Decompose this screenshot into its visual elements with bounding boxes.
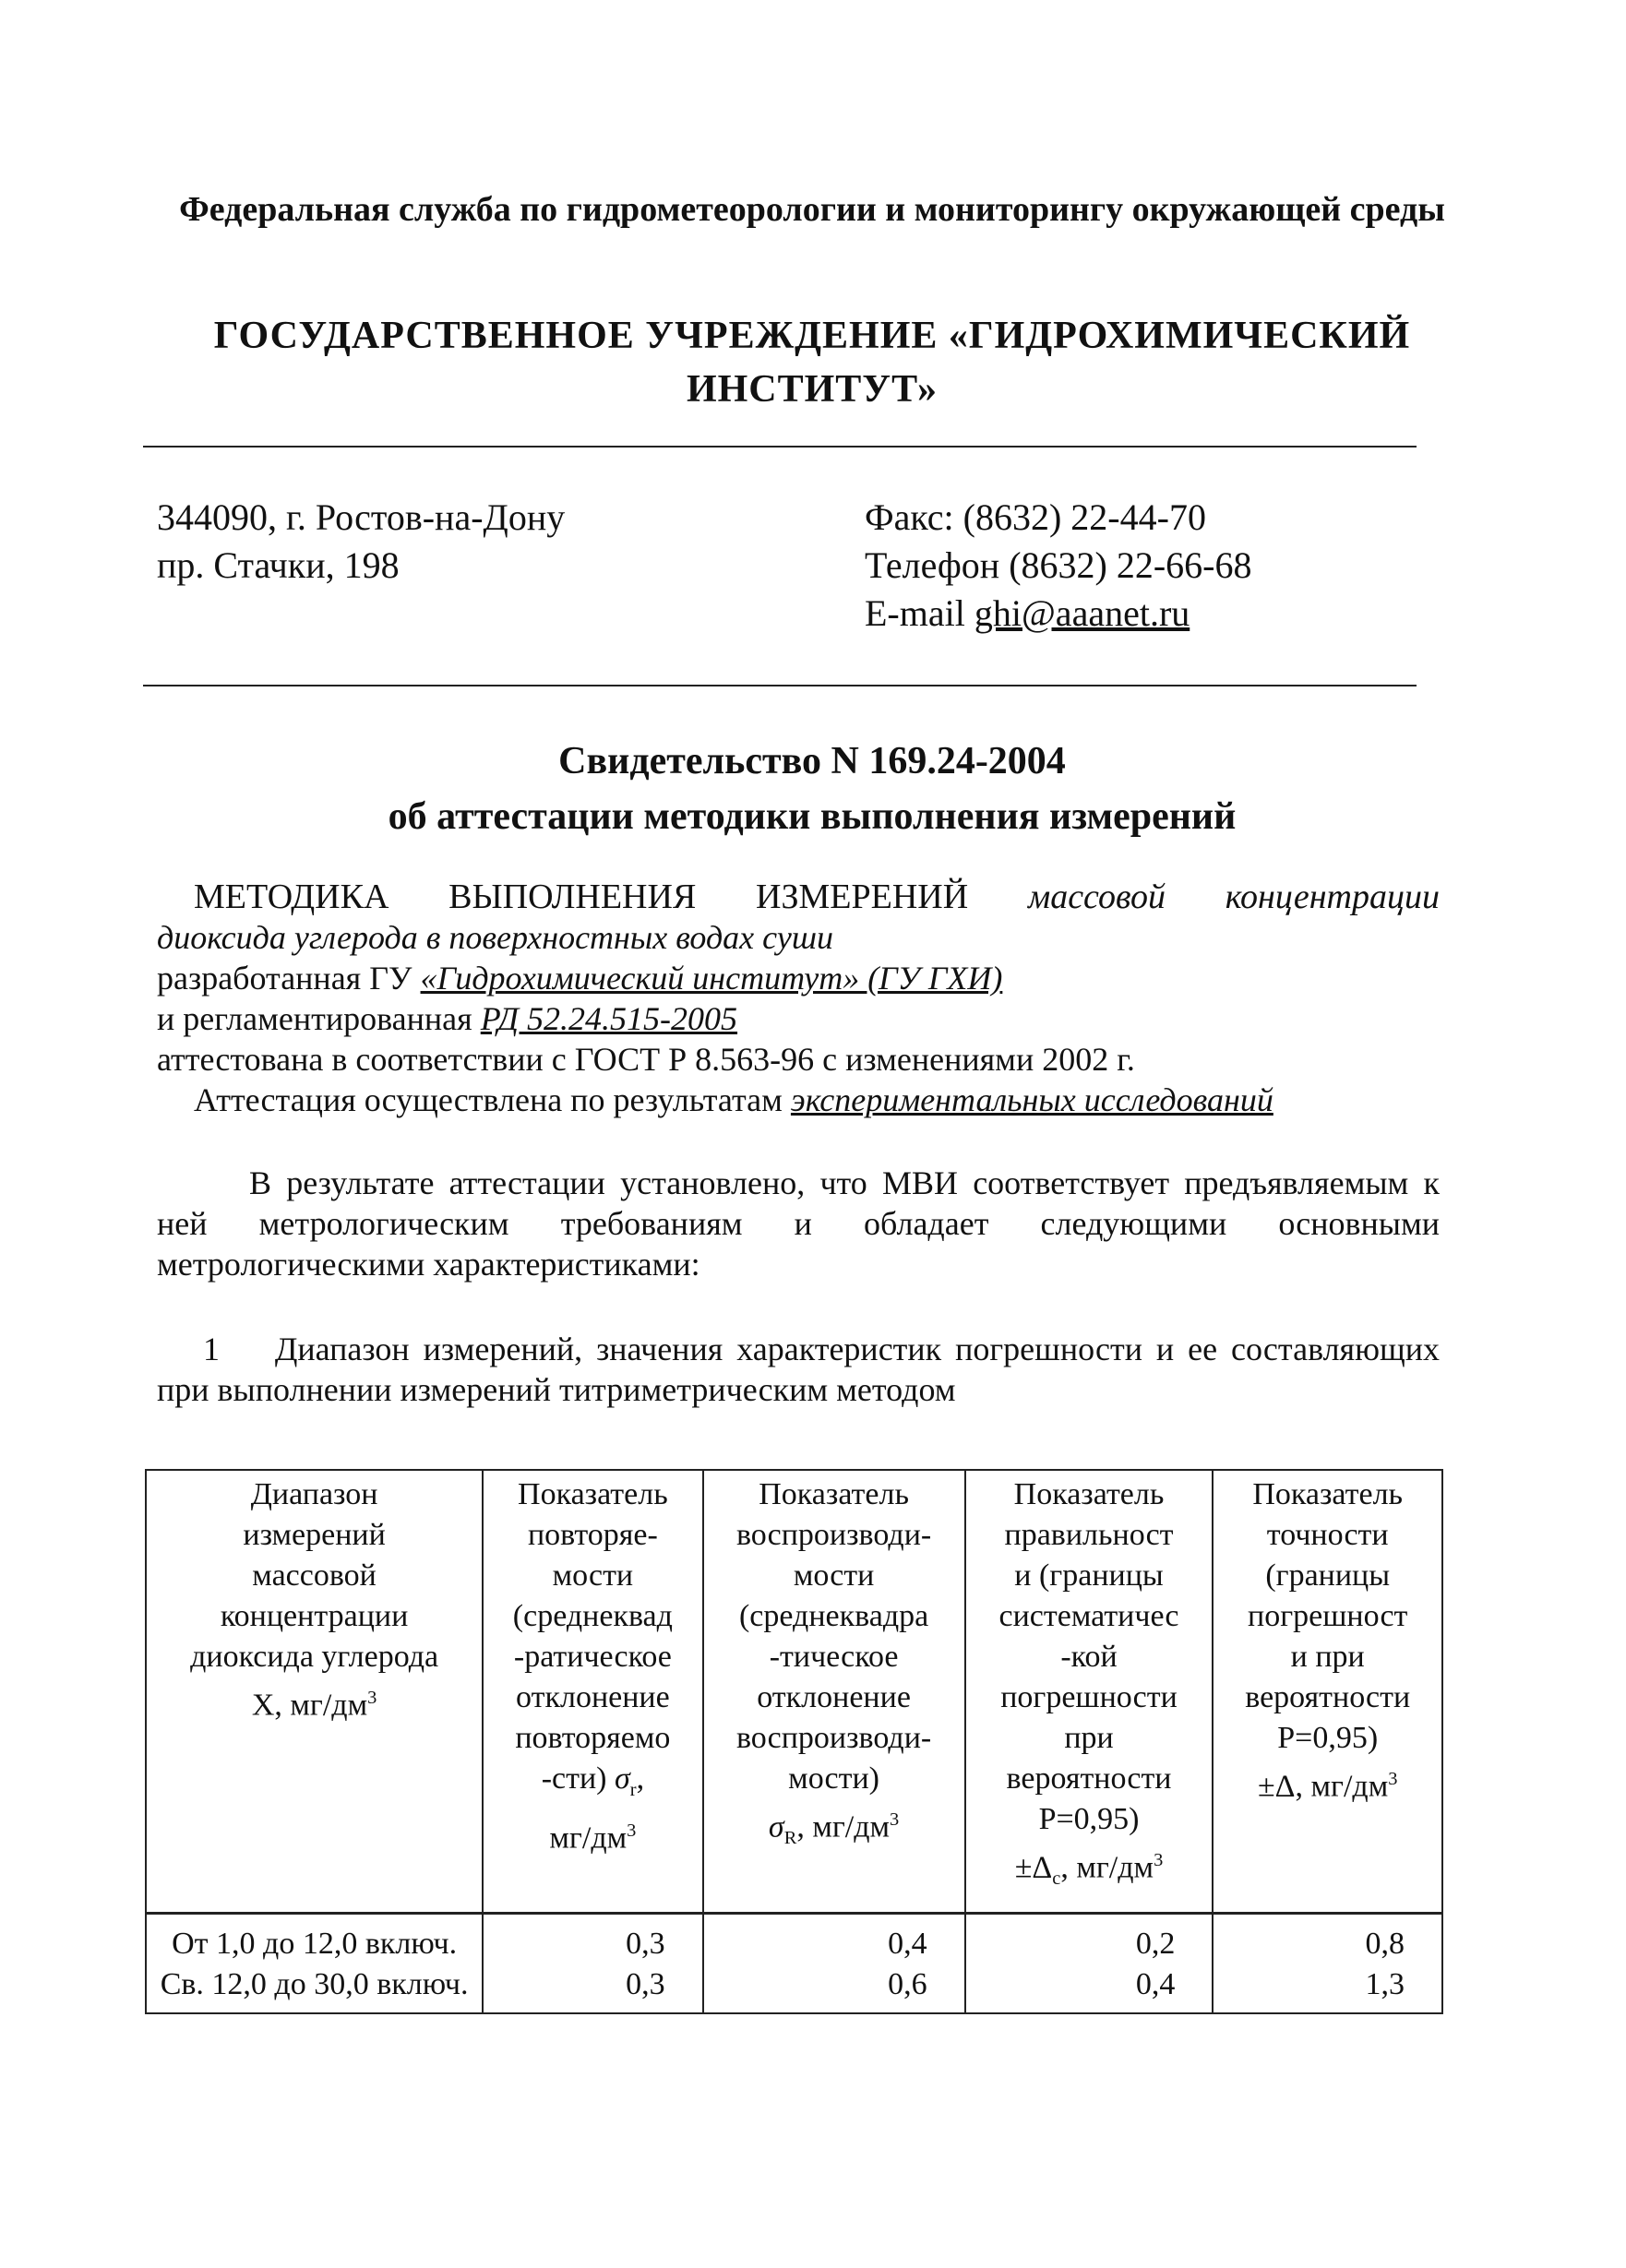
header-trueness: Показатель правильност и (границы систематичес -кой погрешности при вероятности P=0,95) $\pm\Delta_c$, $мг/дм^3$ — [965, 1470, 1214, 1914]
regulation-line — [157, 998, 1440, 1039]
certificate-title-block — [138, 734, 1486, 844]
cell-accuracy: 0,8 — [1213, 1914, 1442, 1965]
section-1 — [157, 1329, 1440, 1410]
section-1-number: 1 — [203, 1331, 220, 1367]
cell-accuracy: 1,3 — [1213, 1964, 1442, 2013]
table-header-row — [146, 1470, 1442, 1914]
cell-reproducibility: 0,6 — [703, 1964, 965, 2013]
regulated-label: и регламентированная — [157, 1000, 472, 1037]
table-row — [146, 1964, 1442, 2013]
method-block — [157, 877, 1440, 1120]
developer-name: «Гидрохимический институт» (ГУ ГХИ) — [420, 960, 1003, 997]
cell-range: От 1,0 до 12,0 включ. — [146, 1914, 483, 1965]
phone-line: Телефон (8632) 22-66-68 — [865, 544, 1252, 586]
address-block — [157, 494, 565, 590]
header-repeatability: Показатель повторяе- мости (среднеквад -ратическое отклонение повторяемо -сти) $\sigma_r$, $мг/дм^3$ — [483, 1470, 702, 1914]
table-row — [146, 1914, 1442, 1965]
method-name-part2: диоксида углерода в поверхностных водах суши — [157, 919, 834, 956]
header-accuracy: Показатель точности (границы погрешност и при вероятности P=0,95) ±Δ, $мг/дм^3$ — [1213, 1470, 1442, 1914]
method-lead: МЕТОДИКА ВЫПОЛНЕНИЯ ИЗМЕРЕНИЙ — [194, 877, 969, 916]
email-label: E-mail — [865, 592, 965, 634]
result-paragraph: В результате аттестации установлено, что МВИ соответствует предъявляемым к ней метрологическим требованиям и обладает следующими основными метрологическими характеристиками: — [157, 1164, 1440, 1283]
institute-heading: ГОСУДАРСТВЕННОЕ УЧРЕЖДЕНИЕ «ГИДРОХИМИЧЕСКИЙ ИНСТИТУТ» — [213, 315, 1411, 411]
basis-label: Аттестация осуществлена по результатам — [194, 1081, 783, 1118]
cell-repeatability: 0,3 — [483, 1964, 702, 2013]
agency-heading: Федеральная служба по гидрометеорологии и мониторингу окружающей среды — [179, 190, 1445, 229]
certificate-title: Свидетельство N 169.24-2004 — [558, 740, 1066, 782]
developer-line — [157, 958, 1440, 998]
regulation-doc: РД 52.24.515-2005 — [480, 1000, 738, 1037]
developed-label: разработанная ГУ — [157, 960, 412, 997]
cell-range: Св. 12,0 до 30,0 включ. — [146, 1964, 483, 2013]
address-line-2: пр. Стачки, 198 — [157, 544, 400, 586]
basis-value: экспериментальных исследований — [790, 1081, 1273, 1118]
cell-trueness: 0,4 — [965, 1964, 1214, 2013]
header-range: Диапазон измерений массовой концентрации диоксида углерода X, $мг/дм^3$ — [146, 1470, 483, 1914]
email-link[interactable]: ghi@aaanet.ru — [974, 592, 1190, 634]
metrology-table — [145, 1469, 1443, 2014]
contacts-block — [865, 494, 1251, 638]
certified-line: аттестована в соответствии с ГОСТ Р 8.563-96 с изменениями 2002 г. — [157, 1041, 1135, 1078]
section-1-text: Диапазон измерений, значения характеристик погрешности и ее составляющих при выполнении измерений титриметрическим методом — [157, 1331, 1440, 1408]
email-line — [865, 590, 1251, 638]
basis-line — [157, 1080, 1440, 1120]
method-name-part1: массовой концентрации — [1027, 877, 1440, 916]
cell-trueness: 0,2 — [965, 1914, 1214, 1965]
method-line-1 — [157, 877, 1440, 917]
divider-top — [143, 446, 1417, 448]
address-line-1: 344090, г. Ростов-на-Дону — [157, 496, 566, 538]
header-reproducibility: Показатель воспроизводи- мости (среднеквадра -тическое отклонение воспроизводи- мости) $\sigma_R$, $мг/дм^3$ — [703, 1470, 965, 1914]
cell-reproducibility: 0,4 — [703, 1914, 965, 1965]
cell-repeatability: 0,3 — [483, 1914, 702, 1965]
fax-line: Факс: (8632) 22-44-70 — [865, 496, 1206, 538]
divider-bottom — [143, 685, 1417, 686]
certificate-subtitle: об аттестации методики выполнения измерений — [388, 795, 1237, 838]
